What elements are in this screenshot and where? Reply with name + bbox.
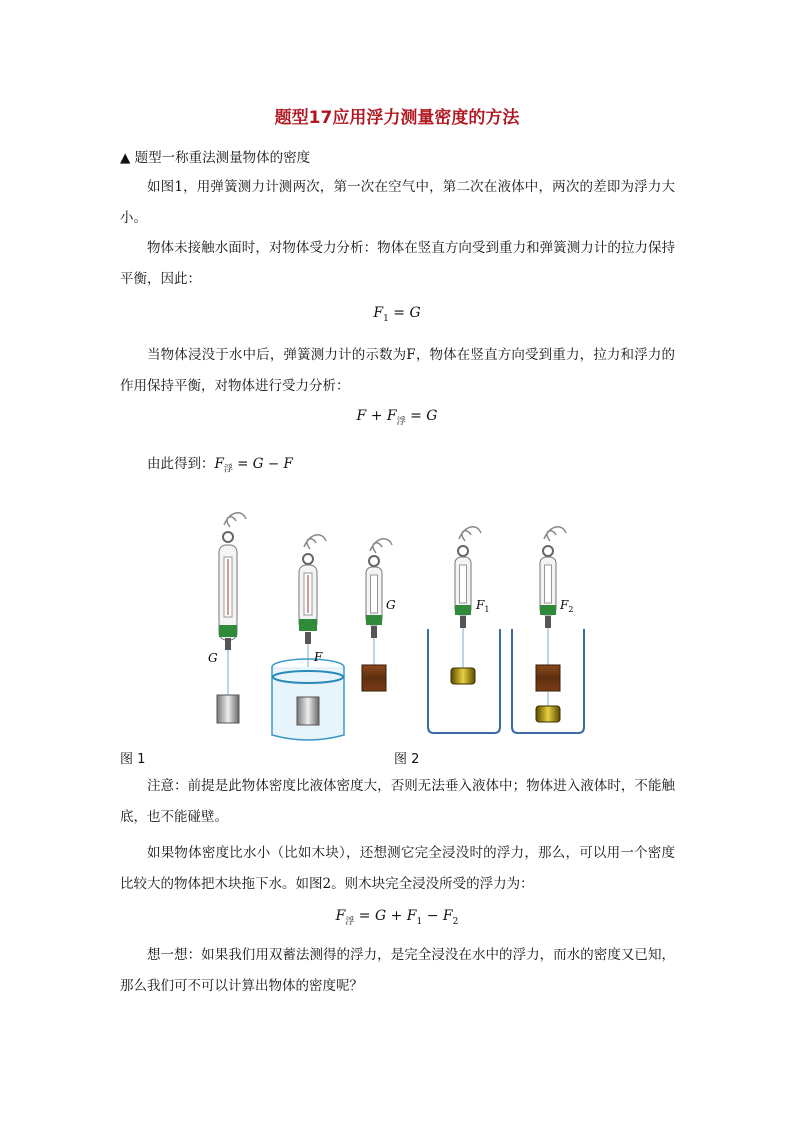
paragraph-6: 如果物体密度比水小（比如木块），还想测它完全浸没时的浮力，那么，可以用一个密度比较大的物体把木块拖下水。如图2。则木块完全浸没所受的浮力为： [120,845,675,892]
equation-3: $F_浮 = G - F$ [214,456,293,475]
label-g1: G [208,651,218,665]
paragraph-7: 想一想：如果我们用双蓄法测得的浮力，是完全浸没在水中的浮力，而水的密度又已知，那么我们可不可以计算出物体的密度呢？ [120,947,675,994]
label-g2: G [386,598,396,612]
spring-scale-3 [362,539,392,691]
label-f1: F [314,650,323,664]
spring-scale-1 [217,513,246,723]
figure-2-caption: 图 2 [394,752,420,767]
cylinder-immersed [297,697,319,725]
equation-2: $F + F_浮 = G$ [356,408,438,427]
label-F1: $F_1$ [476,598,490,614]
spring-scale-5 [536,527,566,722]
page-title: 题型17应用浮力测量密度的方法 [274,108,520,128]
paragraph-1: 如图1，用弹簧测力计测两次，第一次在空气中，第二次在液体中，两次的差即为浮力大小。 [120,179,675,226]
paragraph-4: 由此得到：$F_浮 = G - F$ [147,456,293,475]
equation-4: $F_浮 = G + F_1 - F_2$ [335,908,459,927]
label-F2: $F_2$ [560,598,574,614]
paragraph-3: 当物体浸没于水中后，弹簧测力计的示数为F，物体在竖直方向受到重力，拉力和浮力的作用保持平衡，对物体进行受力分析： [120,347,675,394]
figure-1-caption: 图 1 [120,752,146,767]
spring-scale-figure [0,505,794,745]
paragraph-5: 注意：前提是此物体密度比液体密度大，否则无法垂入液体中；物体进入液体时，不能触底，也不能碰壁。 [120,778,675,825]
equation-1: $F_1 = G$ [373,305,421,324]
paragraph-2: 物体未接触水面时，对物体受力分析：物体在竖直方向受到重力和弹簧测力计的拉力保持平衡，因此： [120,240,675,287]
section-heading: ▲ 题型一称重法测量物体的密度 [120,150,311,166]
